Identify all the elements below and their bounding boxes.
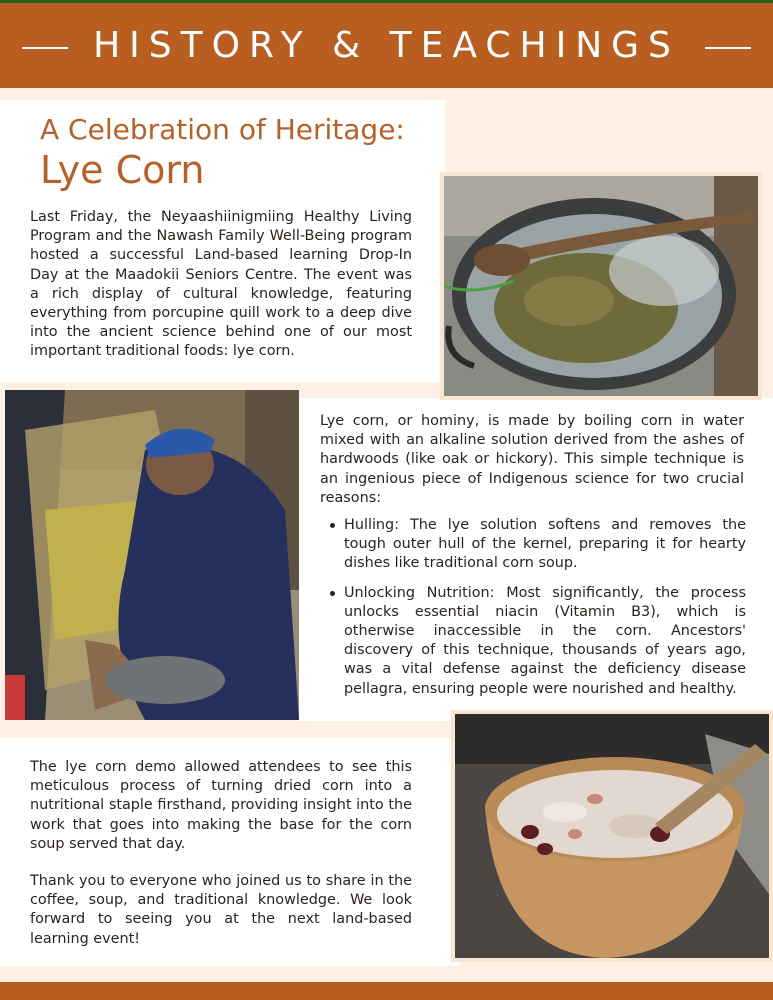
page-footer — [0, 982, 773, 1000]
demo-paragraph: The lye corn demo allowed attendees to see this meticulous process of turning dried corn into a nutritional staple firsthand, providing insight into the work that goes into making the base for the corn soup served that day. — [30, 759, 412, 852]
bullet-text-hulling: Hulling: The lye solution softens and removes the tough outer hull of the kernel, preparing it for hearty dishes like traditional corn soup. — [344, 517, 746, 572]
header-title: HISTORY & TEACHINGS — [93, 25, 680, 66]
article-title — [40, 112, 405, 192]
thanks-paragraph: Thank you to everyone who joined us to share in the coffee, soup, and traditional knowledge. We look forward to seeing you at the next land-based learning event! — [30, 873, 412, 947]
reasons-list — [322, 516, 746, 709]
bullet-icon — [330, 591, 335, 596]
photo-corn-soup — [451, 710, 773, 962]
science-paragraph: Lye corn, or hominy, is made by boiling corn in water mixed with an alkaline solution derived from the ashes of hardwoods (like oak or hickory). This simple technique is an ingenious piece of Indigenous science for two crucial reasons: — [320, 413, 744, 506]
bullet-text-nutrition: Unlocking Nutrition: Most significantly, the process unlocks essential niacin (Vitamin B3), which is otherwise inaccessible in the corn. Ancestors' discovery of this technique, thousands of years ago, was a vital defense against the deficiency disease pellagra, ensuring people were nourished and healthy. — [344, 584, 746, 697]
header-dash-right — [705, 47, 751, 49]
list-item — [322, 584, 746, 699]
photo-boiling-pot — [440, 172, 762, 400]
bullet-icon — [330, 523, 335, 528]
article-title-line2: Lye Corn — [40, 148, 205, 192]
list-item — [322, 516, 746, 574]
article-title-line1: A Celebration of Heritage: — [40, 113, 405, 146]
page-header — [0, 0, 773, 88]
intro-paragraph: Last Friday, the Neyaashiinigmiing Healthy Living Program and the Nawash Family Well-Being program hosted a successful Land-based learning Drop-In Day at the Maadokii Seniors Centre. The event was a rich display of cultural knowledge, featuring everything from porcupine quill work to a deep dive into the ancient science behind one of our most important traditional foods: lye corn. — [30, 209, 412, 360]
photo-sifting-corn — [5, 390, 299, 720]
header-dash-left — [22, 47, 68, 49]
